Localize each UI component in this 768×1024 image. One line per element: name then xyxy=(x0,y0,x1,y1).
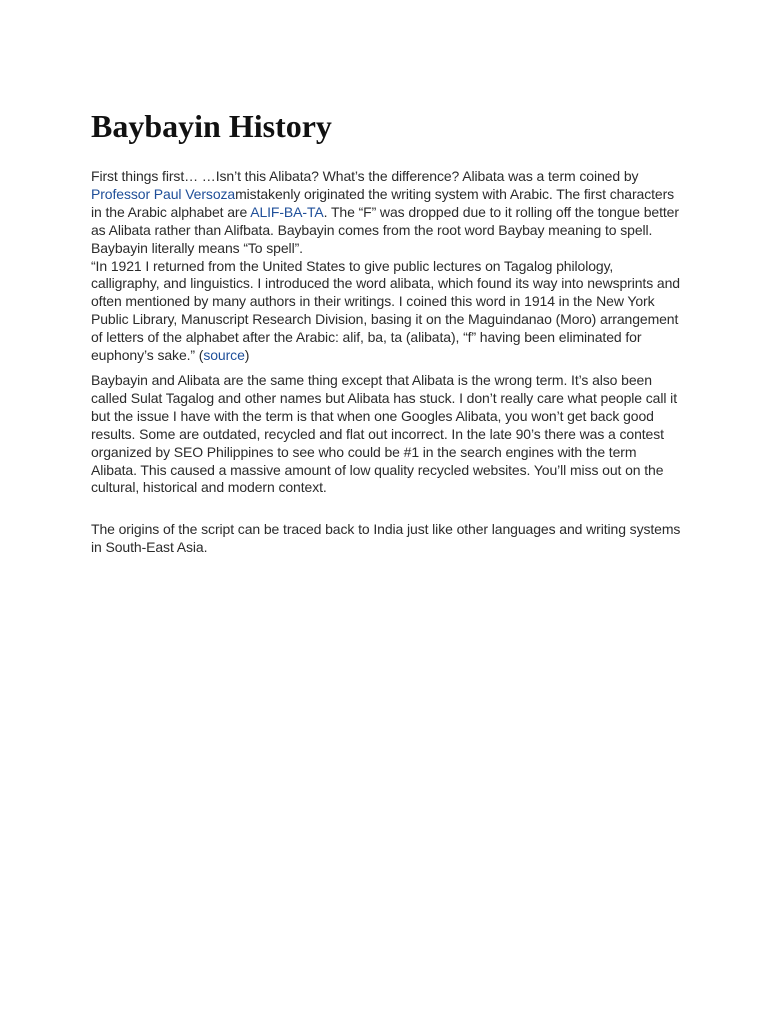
alif-ba-ta-link[interactable]: ALIF-BA-TA xyxy=(250,203,324,220)
source-link[interactable]: source xyxy=(203,347,245,364)
paragraph-origins: The origins of the script can be traced back to India just like other languages and writing systems in South-East Asia. xyxy=(91,521,681,556)
professor-link[interactable]: Professor Paul Versoza xyxy=(91,185,236,202)
paragraph-alibata: Baybayin and Alibata are the same thing except that Alibata is the wrong term. It’s also been called Sulat Tagalog and other names but Alibata has stuck. I don’t really care what people call it but the issue I have with the term is that when one Googles Alibata, you won’t get back good results. Some are outdated, recycled and flat out incorrect. In the late 90’s there was a contest organized by SEO Philippines to see who could be #1 in the search engines with the term Alibata. This caused a massive amount of low quality recycled websites. You’ll miss out on the cultural, historical and modern context. xyxy=(91,371,677,496)
quote-text: “In 1921 I returned from the United States to give public lectures on Tagalog philology, calligraphy, and linguistics. I introduced the word alibata, which found its way into newsprints and often mentioned by many authors in their writings. I coined this word in 1914 in the New York Public Library, Manuscript Research Division, basing it on the Maguindanao (Moro) arrangement of letters of the alphabet after the Arabic: alif, ba, ta (alibata), “f” having been eliminated for euphony’s sake.” ( xyxy=(91,257,680,364)
text-segment: . The “F” was dropped due to it rolling off the tongue better as Alibata rather than Alifbata. Baybayin comes from the root word Baybay meaning to spell. Baybayin literally means “To spell”. xyxy=(91,203,679,256)
text-segment: ) xyxy=(244,347,250,364)
paragraph-intro xyxy=(91,168,681,365)
text-segment: mistakenly originated the writing system with Arabic. The first characters in the Arabic alphabet are xyxy=(91,185,675,220)
page-title: Baybayin History xyxy=(91,108,332,144)
document-page xyxy=(91,104,681,557)
text-segment: First things first… …Isn’t this Alibata? What’s the difference? Alibata was a term coined by xyxy=(91,168,639,184)
